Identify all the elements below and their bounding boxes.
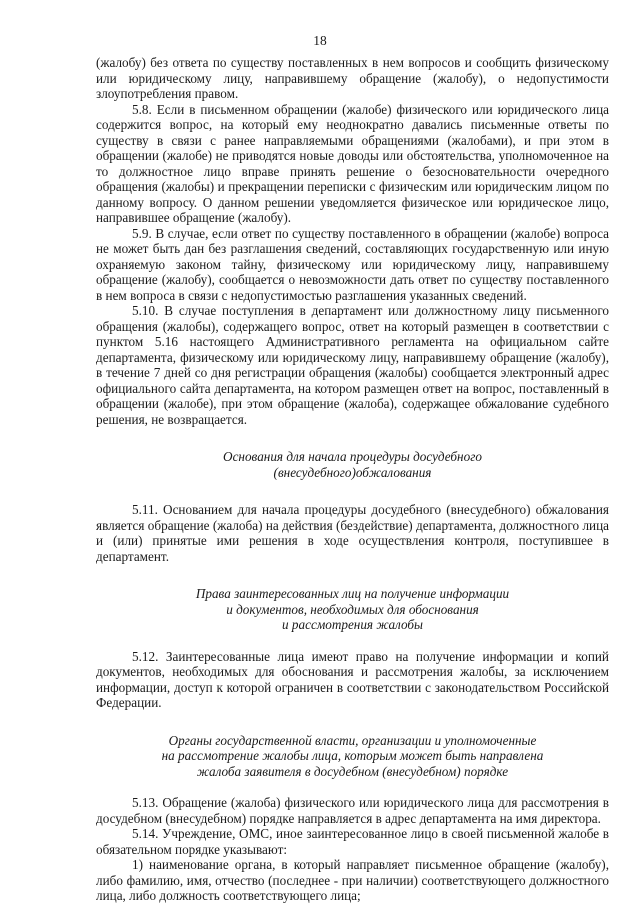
heading-line: Права заинтересованных лиц на получение информации — [195, 586, 510, 601]
heading-line: и рассмотрения жалобы — [282, 617, 423, 632]
page-number: 18 — [313, 33, 327, 48]
heading-line: и документов, необходимых для обоснования — [226, 601, 479, 617]
paragraph-5-14-item-1: 1) наименование органа, в который направляет письменное обращение (жалобу), либо фамилию, имя, отчество (последнее - при наличии) соответствующего должностного лица, либо должность соответствующего лица; — [96, 857, 609, 903]
heading-line: Основания для начала процедуры досудебного — [223, 449, 482, 464]
section-heading-rights — [96, 586, 609, 633]
document-body — [96, 55, 609, 904]
paragraph-5-8: 5.8. Если в письменном обращении (жалобе) физического или юридического лица содержится вопрос, на который ему неоднократно давались письменные ответы по существу в связи с ранее направляемыми обращениями (жалобами), и при этом в обращении (жалобе) не приводятся новые доводы или обстоятельства, уполномоченное на то должностное лицо вправе принять решение о безосновательности очередного обращения (жалобы) и прекращении переписки с физическим или юридическим лицом по данному вопросу. О данном решении уведомляется физическое или юридическое лицо, направившее обращение (жалобу). — [96, 101, 609, 225]
heading-line: на рассмотрение жалобы лица, которым может быть направлена — [161, 748, 544, 763]
paragraph-5-11: 5.11. Основанием для начала процедуры досудебного (внесудебного) обжалования является обращение (жалоба) на действия (бездействие) департамента, должностного лица и (или) принятые ими решения в ходе осуществления контроля, поступившее в департамент. — [96, 502, 609, 564]
paragraph-5-12: 5.12. Заинтересованные лица имеют право на получение информации и копий документов, необходимых для обоснования и рассмотрения жалобы, за исключением информации, доступ к которой ограничен в соответствии с законодательством Российской Федерации. — [96, 648, 609, 710]
paragraph-5-13: 5.13. Обращение (жалоба) физического или юридического лица для рассмотрения в досудебном (внесудебном) порядке направляется в адрес департамента на имя директора. — [96, 795, 609, 826]
paragraph-5-10: 5.10. В случае поступления в департамент или должностному лицу письменного обращения (жалобы), содержащего вопрос, ответ на который размещен в соответствии с пунктом 5.16 настоящего Административного регламента на официальном сайте департамента, физическому или юридическому лицу, направившему обращение (жалобу), в течение 7 дней со дня регистрации обращения (жалобы) сообщается электронный адрес официального сайта департамента, на котором размещен ответ на вопрос, поставленный в обращении (жалобе), при этом обращение (жалоба), содержащее обжалование судебного решения, не возвращается. — [96, 303, 609, 427]
paragraph-5-14: 5.14. Учреждение, ОМС, иное заинтересованное лицо в своей письменной жалобе в обязательном порядке указывают: — [96, 826, 609, 857]
paragraph-5-9: 5.9. В случае, если ответ по существу поставленного в обращении (жалобе) вопроса не может быть дан без разглашения сведений, составляющих государственную или иную охраняемую законом тайну, физическому или юридическому лицу, направившему обращение (жалобу), сообщается о невозможности дать ответ по существу поставленного в нем вопроса в связи с недопустимостью разглашения указанных сведений. — [96, 225, 609, 303]
paragraph-continuation: (жалобу) без ответа по существу поставленных в нем вопросов и сообщить физическому или юридическому лицу, направившему обращение (жалобу), о недопустимости злоупотребления правом. — [96, 55, 609, 101]
heading-line: Органы государственной власти, организации и уполномоченные — [168, 732, 537, 748]
heading-line: (внесудебного)обжалования — [273, 464, 432, 480]
section-heading-authorities — [96, 733, 609, 780]
section-heading-grounds — [96, 449, 609, 480]
heading-line: жалоба заявителя в досудебном (внесудебном) порядке — [196, 763, 509, 779]
